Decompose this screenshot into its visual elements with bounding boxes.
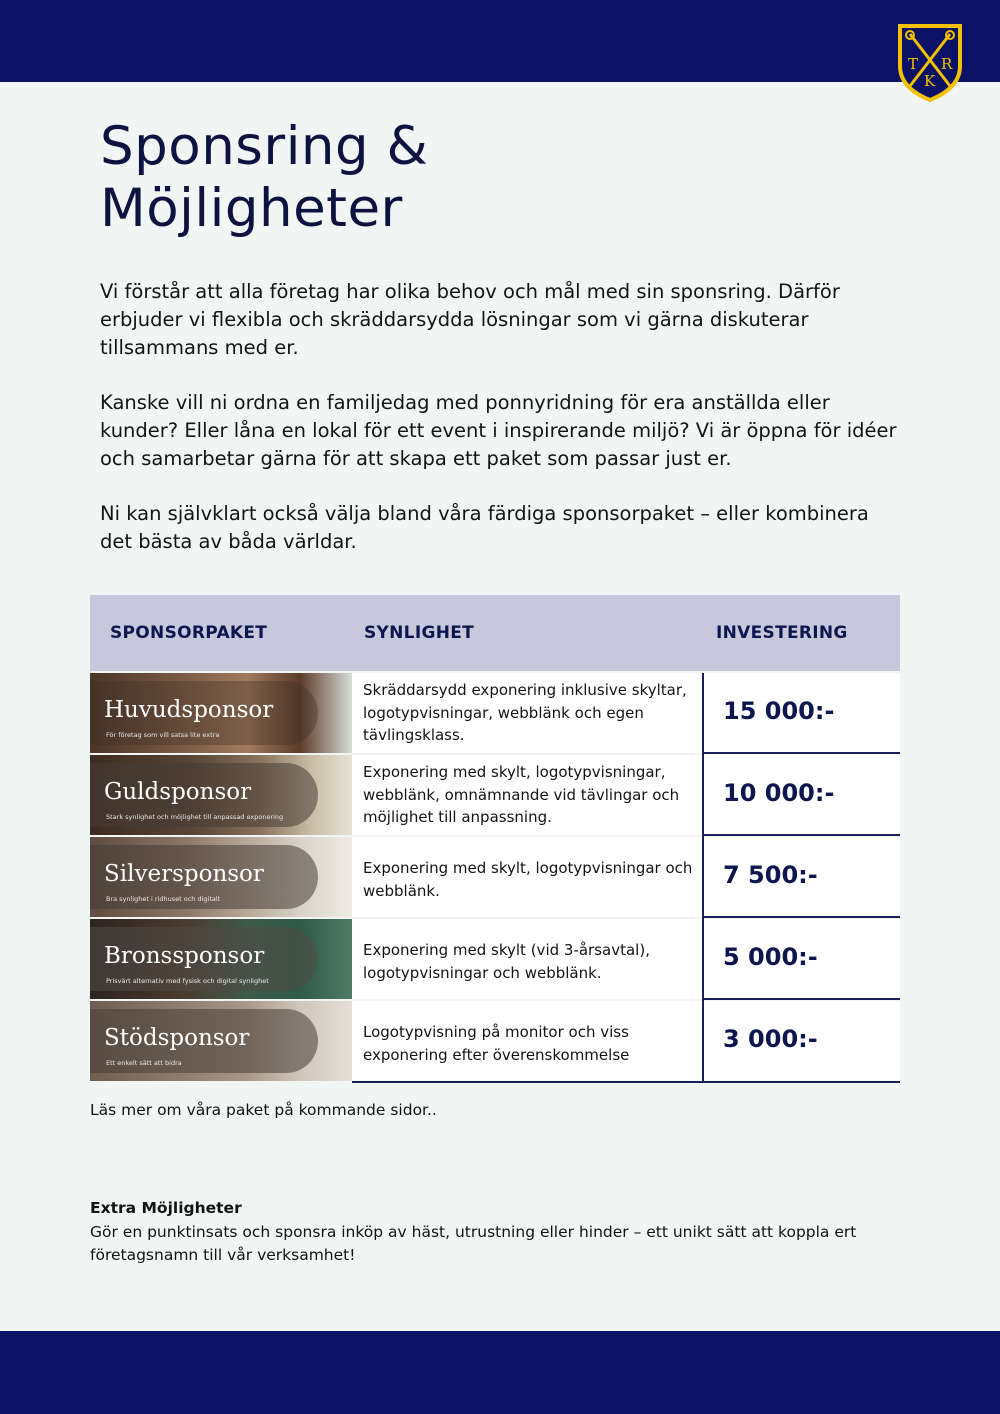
club-crest-logo [896,22,964,102]
row-divider [703,998,900,1000]
bottom-banner [0,1331,1000,1414]
package-image-stodsponsor [90,1001,352,1081]
package-price: 15 000:- [723,697,835,725]
row-divider [703,916,900,918]
page-title-line2: Möjligheter [100,178,403,239]
package-name: Silversponsor [104,861,264,887]
read-more-note: Läs mer om våra paket på kommande sidor.. [90,1101,437,1119]
package-image-guldsponsor [90,755,352,835]
package-price: 7 500:- [723,861,818,889]
page-title [100,116,428,240]
extra-heading: Extra Möjligheter [90,1199,242,1217]
table-row [90,755,900,835]
package-tagline: Bra synlighet i ridhuset och digitalt [106,895,221,903]
package-price: 5 000:- [723,943,818,971]
crest-letter-k: K [924,72,936,90]
page-title-line1: Sponsring & [100,116,429,177]
header-investering: INVESTERING [716,623,848,643]
table-row [90,1001,900,1081]
package-tagline: Stark synlighet och möjlighet till anpassad exponering [106,813,284,821]
package-price: 10 000:- [723,779,835,807]
crest-letter-t: T [908,55,919,73]
package-name: Guldsponsor [104,779,252,805]
table-row [90,919,900,999]
row-divider [703,834,900,836]
package-name: Bronssponsor [104,943,265,969]
package-image-huvudsponsor [90,673,352,753]
table-row [90,673,900,753]
package-image-bronssponsor [90,919,352,999]
intro-paragraph-1: Vi förstår att alla företag har olika behov och mål med sin sponsring. Därför erbjuder vi flexibla och skräddarsydda lösningar som vi gärna diskuterar tillsammans med er. [100,280,840,359]
package-tagline: Prisvärt alternativ med fysisk och digital synlighet [106,977,269,985]
package-description: Exponering med skylt (vid 3-årsavtal), logotypvisningar och webblänk. [363,941,650,982]
extra-text: Gör en punktinsats och sponsra inköp av häst, utrustning eller hinder – ett unikt sätt att koppla ert företagsnamn till vår verksamhet! [90,1223,857,1264]
intro-paragraph-2: Kanske vill ni ordna en familjedag med ponnyridning för era anställda eller kunder? Eller låna en lokal för ett event i inspirerande miljö? Vi är öppna för idéer och samarbetar gärna för att skapa ett paket som passar just er. [100,391,897,470]
table-bottom-line [352,1081,900,1083]
package-image-silversponsor [90,837,352,917]
intro-paragraph-3: Ni kan självklart också välja bland våra färdiga sponsorpaket – eller kombinera det bästa av båda världar. [100,502,869,553]
package-tagline: Ett enkelt sätt att bidra [106,1059,182,1067]
table-row [90,837,900,917]
package-description: Exponering med skylt, logotypvisningar och webblänk. [363,859,693,900]
package-description: Logotypvisning på monitor och viss exponering efter överenskommelse [363,1023,630,1064]
package-name: Stödsponsor [104,1025,250,1051]
row-divider [703,752,900,754]
package-description: Exponering med skylt, logotypvisningar, webblänk, omnämnande vid tävlingar och möjlighet till anpassning. [363,763,680,826]
top-banner [0,0,1000,82]
crest-letter-r: R [941,55,953,73]
header-sponsorpaket: SPONSORPAKET [110,623,268,643]
package-description: Skräddarsydd exponering inklusive skyltar, logotypvisningar, webblänk och egen tävlingsklass. [363,681,687,744]
package-name: Huvudsponsor [104,697,274,723]
package-tagline: För företag som vill satsa lite extra [106,731,220,739]
table-column-divider [702,673,704,1083]
package-price: 3 000:- [723,1025,818,1053]
header-synlighet: SYNLIGHET [364,623,475,643]
